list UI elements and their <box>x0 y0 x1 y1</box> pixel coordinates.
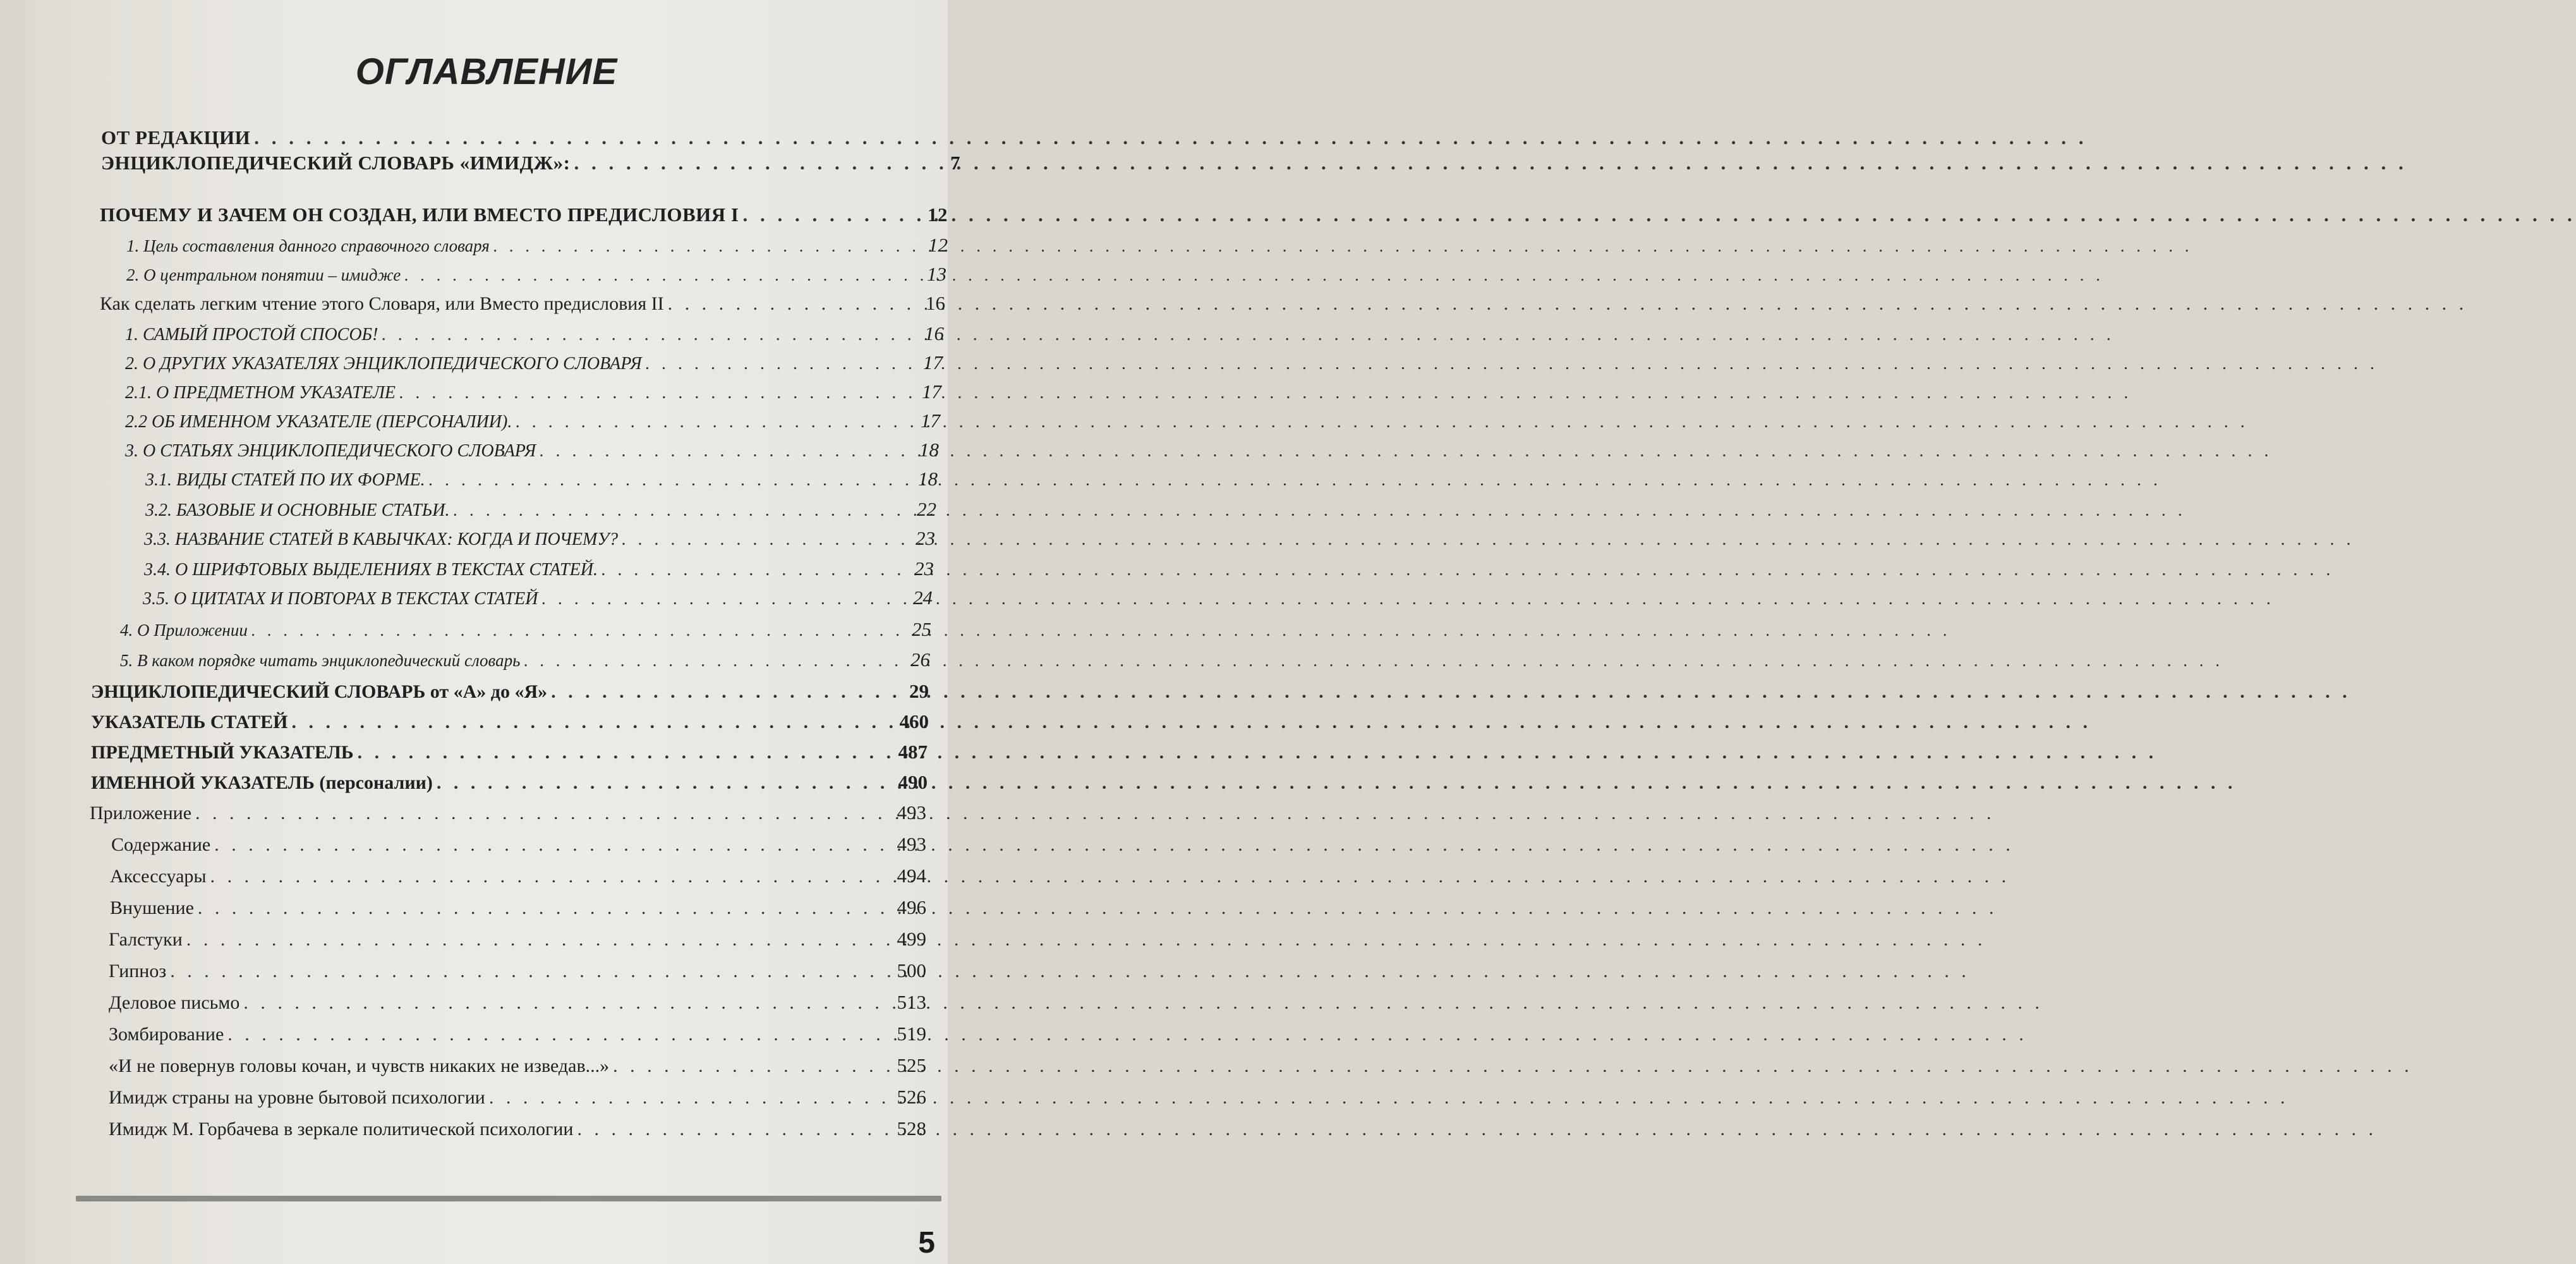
toc-entry-page: 16 <box>924 322 944 344</box>
toc-entry <box>126 263 946 292</box>
toc-entry-title: ИМЕННОЙ УКАЗАТЕЛЬ (персоналии) <box>91 772 433 793</box>
toc-entry <box>101 152 960 181</box>
toc-leader-dots <box>551 681 905 703</box>
toc-entry-title: Приложение <box>90 803 192 823</box>
toc-entry <box>125 439 939 468</box>
toc-entry-title: 1. САМЫЙ ПРОСТОЙ СПОСОБ! <box>125 325 378 344</box>
toc-leader-dots <box>358 742 895 763</box>
toc-entry-page: 16 <box>926 292 945 314</box>
toc-entry-page: 460 <box>899 710 929 732</box>
toc-entry-page: 490 <box>898 771 928 793</box>
toc-leader-dots <box>602 560 910 580</box>
toc-entry-page: 12 <box>928 204 948 226</box>
toc-entry <box>90 801 926 830</box>
toc-leader-dots <box>227 1024 893 1045</box>
toc-entry-page: 18 <box>919 439 939 461</box>
toc-entry-page: 13 <box>927 263 946 285</box>
toc-entry-page: 23 <box>914 557 934 580</box>
toc-entry <box>91 710 929 739</box>
toc-entry-page: 7 <box>950 152 960 174</box>
toc-entry <box>109 991 926 1020</box>
toc-entry <box>109 1086 926 1115</box>
toc-entry-title: 3.2. БАЗОВЫЕ И ОСНОВНЫЕ СТАТЬИ. <box>145 501 450 520</box>
toc-entry-title: 2.1. О ПРЕДМЕТНОМ УКАЗАТЕЛЕ <box>125 383 396 403</box>
toc-entry <box>144 557 934 586</box>
toc-entry-page: 528 <box>897 1117 926 1139</box>
toc-entry <box>100 204 948 233</box>
toc-entry <box>109 928 926 957</box>
toc-entry <box>91 741 928 770</box>
toc-leader-dots <box>382 325 921 345</box>
toc-entry-title: Имидж М. Горбачева в зеркале политической психологии <box>109 1119 574 1139</box>
toc-entry <box>110 865 926 894</box>
toc-leader-dots <box>170 961 893 982</box>
toc-leader-dots <box>574 152 946 174</box>
toc-entry <box>110 896 926 925</box>
toc-entry-page: 29 <box>909 680 929 702</box>
toc-entry-title: Как сделать легким чтение этого Словаря, или Вместо предисловия II <box>100 293 664 314</box>
toc-entry <box>109 1054 926 1083</box>
toc-leader-dots <box>453 501 913 521</box>
toc-entry-page: 513 <box>897 991 926 1013</box>
toc-leader-dots <box>195 803 893 824</box>
toc-entry <box>91 680 929 709</box>
toc-leader-dots <box>493 236 924 256</box>
toc-entry-page: 526 <box>897 1086 926 1108</box>
toc-leader-dots <box>254 126 919 149</box>
page-title: ОГЛАВЛЕНИЕ <box>355 51 618 92</box>
toc-entry-title: 2. О ДРУГИХ УКАЗАТЕЛЯХ ЭНЦИКЛОПЕДИЧЕСКОГО СЛОВАРЯ <box>125 354 642 374</box>
toc-entry-title: Галстуки <box>109 929 183 950</box>
toc-entry-title: Содержание <box>111 834 211 855</box>
toc-entry <box>91 771 928 800</box>
toc-entry-page: 500 <box>897 959 926 981</box>
toc-leader-dots <box>622 530 912 550</box>
toc-entry <box>145 498 936 527</box>
toc-entry-page: 26 <box>910 648 930 671</box>
toc-entry <box>125 380 941 410</box>
toc-leader-dots <box>524 651 907 671</box>
toc-entry-title: 3.3. НАЗВАНИЕ СТАТЕЙ В КАВЫЧКАХ: КОГДА И ПОЧЕМУ? <box>144 530 619 549</box>
toc-entry-page: 496 <box>897 896 926 918</box>
toc-entry-page: 493 <box>897 833 926 855</box>
toc-entry-page: 487 <box>898 741 928 763</box>
toc-entry <box>100 292 945 321</box>
toc-leader-dots <box>516 412 917 432</box>
toc-entry-title: 3.5. О ЦИТАТАХ И ПОВТОРАХ В ТЕКСТАХ СТАТЕЙ <box>143 589 538 609</box>
page-number: 5 <box>918 1226 935 1260</box>
toc-entry-title: ПРЕДМЕТНЫЙ УКАЗАТЕЛЬ <box>91 742 354 763</box>
toc-leader-dots <box>542 589 909 609</box>
toc-leader-dots <box>668 293 922 315</box>
toc-entry-page: 17 <box>922 380 941 403</box>
toc-entry-title: 3.1. ВИДЫ СТАТЕЙ ПО ИХ ФОРМЕ. <box>145 470 425 490</box>
toc-entry-title: 4. О Приложении <box>120 621 248 640</box>
toc-entry <box>125 322 944 351</box>
toc-leader-dots <box>210 866 893 887</box>
toc-entry <box>120 648 930 678</box>
toc-entry-title: УКАЗАТЕЛЬ СТАТЕЙ <box>91 712 288 732</box>
toc-leader-dots <box>186 929 893 951</box>
toc-entry-page: 525 <box>897 1054 926 1076</box>
toc-entry-title: ЭНЦИКЛОПЕДИЧЕСКИЙ СЛОВАРЬ от «А» до «Я» <box>91 681 548 702</box>
toc-entry-title: Зомбирование <box>109 1024 224 1045</box>
toc-entry-page: 499 <box>897 928 926 950</box>
toc-entry <box>125 410 940 439</box>
toc-entry-page: 24 <box>913 586 933 609</box>
toc-entry-page: 17 <box>923 351 943 374</box>
toc-leader-dots <box>429 470 914 490</box>
toc-entry-title: ПОЧЕМУ И ЗАЧЕМ ОН СОЗДАН, ИЛИ ВМЕСТО ПРЕДИСЛОВИЯ I <box>100 204 739 226</box>
toc-entry-title: Деловое письмо <box>109 992 240 1013</box>
toc-leader-dots <box>437 772 895 794</box>
toc-leader-dots <box>198 897 893 919</box>
toc-leader-dots <box>291 712 895 733</box>
toc-entry-title: Аксессуары <box>110 866 207 887</box>
book-page <box>25 0 960 1264</box>
toc-entry <box>109 1023 926 1052</box>
toc-leader-dots <box>646 354 919 374</box>
toc-leader-dots <box>540 441 916 461</box>
toc-leader-dots <box>577 1119 893 1140</box>
toc-entry-page: 18 <box>918 468 938 490</box>
toc-entry-title: ОТ РЕДАКЦИИ <box>101 126 251 149</box>
toc-entry-title: 3.4. О ШРИФТОВЫХ ВЫДЕЛЕНИЯХ В ТЕКСТАХ СТАТЕЙ. <box>144 560 598 580</box>
toc-entry <box>125 351 943 380</box>
toc-leader-dots <box>399 383 918 403</box>
toc-entry <box>143 586 933 616</box>
toc-entry-title: 3. О СТАТЬЯХ ЭНЦИКЛОПЕДИЧЕСКОГО СЛОВАРЯ <box>125 441 536 461</box>
bottom-divider <box>76 1196 941 1201</box>
toc-entry-title: 1. Цель составления данного справочного словаря <box>126 236 490 255</box>
toc-entry-title: Внушение <box>110 897 194 918</box>
toc-entry-page: 494 <box>897 865 926 887</box>
toc-entry <box>111 833 926 862</box>
toc-leader-dots <box>613 1055 893 1077</box>
toc-entry-page: 25 <box>912 618 931 640</box>
toc-entry <box>145 468 938 497</box>
toc-entry-title: 2. О центральном понятии – имидже <box>126 265 401 284</box>
toc-entry-page: 23 <box>916 527 935 549</box>
toc-entry-page: 12 <box>928 234 948 256</box>
toc-entry-title: 2.2 ОБ ИМЕННОМ УКАЗАТЕЛЕ (ПЕРСОНАЛИИ). <box>125 412 512 432</box>
toc-entry <box>144 527 935 556</box>
toc-entry-page: 519 <box>897 1023 926 1045</box>
toc-entry-title: ЭНЦИКЛОПЕДИЧЕСКИЙ СЛОВАРЬ «ИМИДЖ»: <box>101 152 571 174</box>
toc-leader-dots <box>251 621 908 640</box>
toc-entry <box>120 618 931 647</box>
toc-leader-dots <box>214 834 893 856</box>
toc-entry-page: 17 <box>921 410 940 432</box>
toc-entry <box>126 234 948 263</box>
toc-entry-title: 5. В каком порядке читать энциклопедический словарь <box>120 651 521 670</box>
toc-leader-dots <box>489 1087 893 1109</box>
toc-entry-title: Имидж страны на уровне бытовой психологии <box>109 1087 485 1108</box>
toc-leader-dots <box>404 265 923 285</box>
toc-entry-page: 22 <box>917 498 936 520</box>
toc-entry-page: 493 <box>897 801 926 823</box>
toc-leader-dots <box>742 204 924 226</box>
toc-entry <box>109 1117 926 1146</box>
toc-entry-title: «И не повернув головы кочан, и чувств никаких не изведав...» <box>109 1055 610 1076</box>
toc-leader-dots <box>243 992 893 1014</box>
toc-entry-title: Гипноз <box>109 961 167 981</box>
toc-entry <box>109 959 926 988</box>
